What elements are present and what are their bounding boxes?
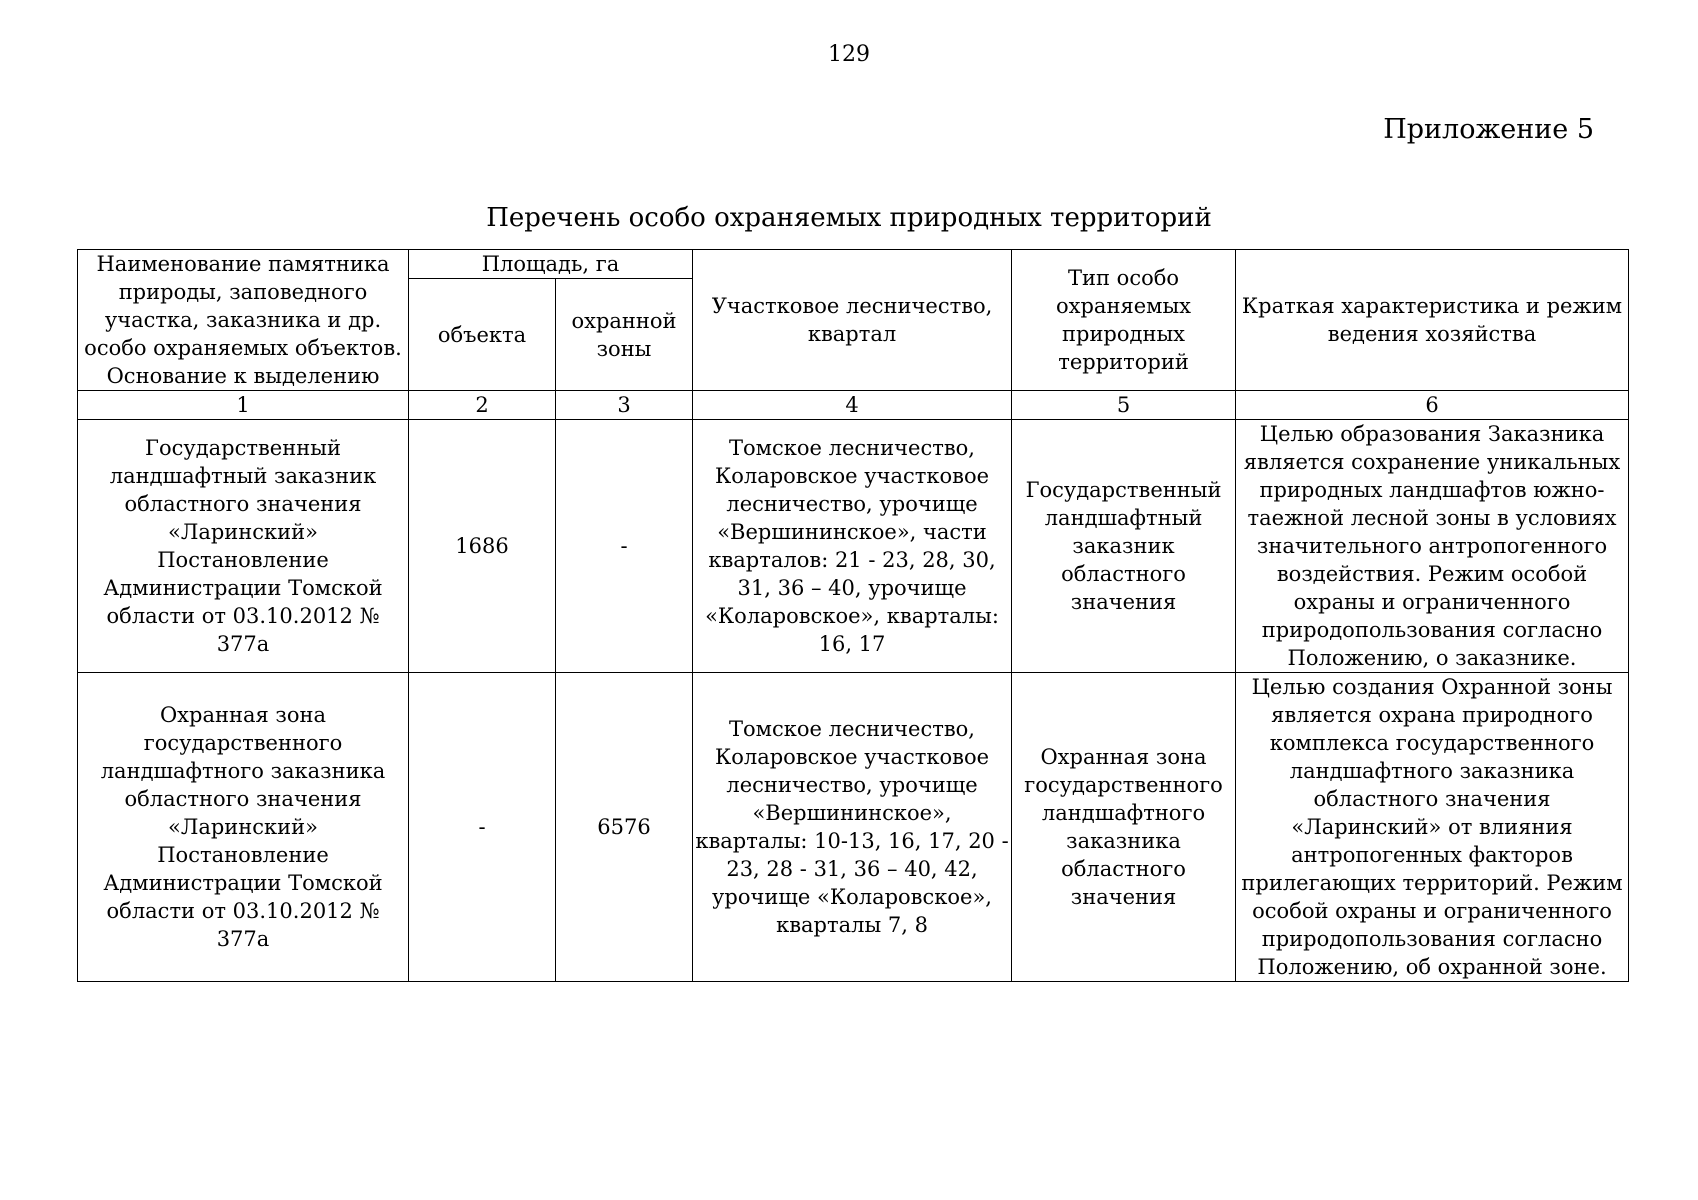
column-number: 3 (556, 391, 693, 420)
cell-name: Государственный ландшафтный заказник областного значения «Ларинский» Постановление Администрации Томской области от 03.10.2012 № 377а (78, 420, 409, 673)
column-number: 4 (693, 391, 1012, 420)
column-number-row (78, 391, 1629, 420)
header-area: Площадь, га (409, 250, 693, 279)
header-area-buffer: охранной зоны (556, 279, 693, 391)
table-row (78, 673, 1629, 982)
header-description: Краткая характеристика и режим ведения хозяйства (1236, 250, 1629, 391)
protected-areas-table (77, 249, 1629, 982)
cell-area-object: - (409, 673, 556, 982)
column-number: 2 (409, 391, 556, 420)
cell-type: Государственный ландшафтный заказник областного значения (1012, 420, 1236, 673)
header-forestry: Участковое лесничество, квартал (693, 250, 1012, 391)
cell-description: Целью создания Охранной зоны является охрана природного комплекса государственного ландшафтного заказника областного значения «Ларинский» от влияния антропогенных факторов прилегающих территорий. Режим особой охраны и ограниченного природопользования согласно Положению, об охранной зоне. (1236, 673, 1629, 982)
table-header-row (78, 250, 1629, 279)
appendix-label: Приложение 5 (1383, 114, 1594, 145)
cell-area-buffer: 6576 (556, 673, 693, 982)
page-number: 129 (828, 42, 870, 67)
cell-forestry: Томское лесничество, Коларовское участковое лесничество, урочище «Вершининское», части кварталов: 21 - 23, 28, 30, 31, 36 – 40, урочище «Коларовское», кварталы: 16, 17 (693, 420, 1012, 673)
cell-forestry: Томское лесничество, Коларовское участковое лесничество, урочище «Вершининское», кварталы: 10-13, 16, 17, 20 - 23, 28 - 31, 36 – 40, 42, урочище «Коларовское», кварталы 7, 8 (693, 673, 1012, 982)
header-type: Тип особо охраняемых природных территорий (1012, 250, 1236, 391)
document-title: Перечень особо охраняемых природных территорий (486, 203, 1212, 233)
table-row (78, 420, 1629, 673)
cell-area-object: 1686 (409, 420, 556, 673)
header-name: Наименование памятника природы, заповедного участка, заказника и др. особо охраняемых объектов. Основание к выделению (78, 250, 409, 391)
cell-area-buffer: - (556, 420, 693, 673)
column-number: 5 (1012, 391, 1236, 420)
column-number: 6 (1236, 391, 1629, 420)
cell-name: Охранная зона государственного ландшафтного заказника областного значения «Ларинский» Постановление Администрации Томской области от 03.10.2012 № 377а (78, 673, 409, 982)
column-number: 1 (78, 391, 409, 420)
header-area-object: объекта (409, 279, 556, 391)
cell-description: Целью образования Заказника является сохранение уникальных природных ландшафтов южно-таежной лесной зоны в условиях значительного антропогенного воздействия. Режим особой охраны и ограниченного природопользования согласно Положению, о заказнике. (1236, 420, 1629, 673)
cell-type: Охранная зона государственного ландшафтного заказника областного значения (1012, 673, 1236, 982)
